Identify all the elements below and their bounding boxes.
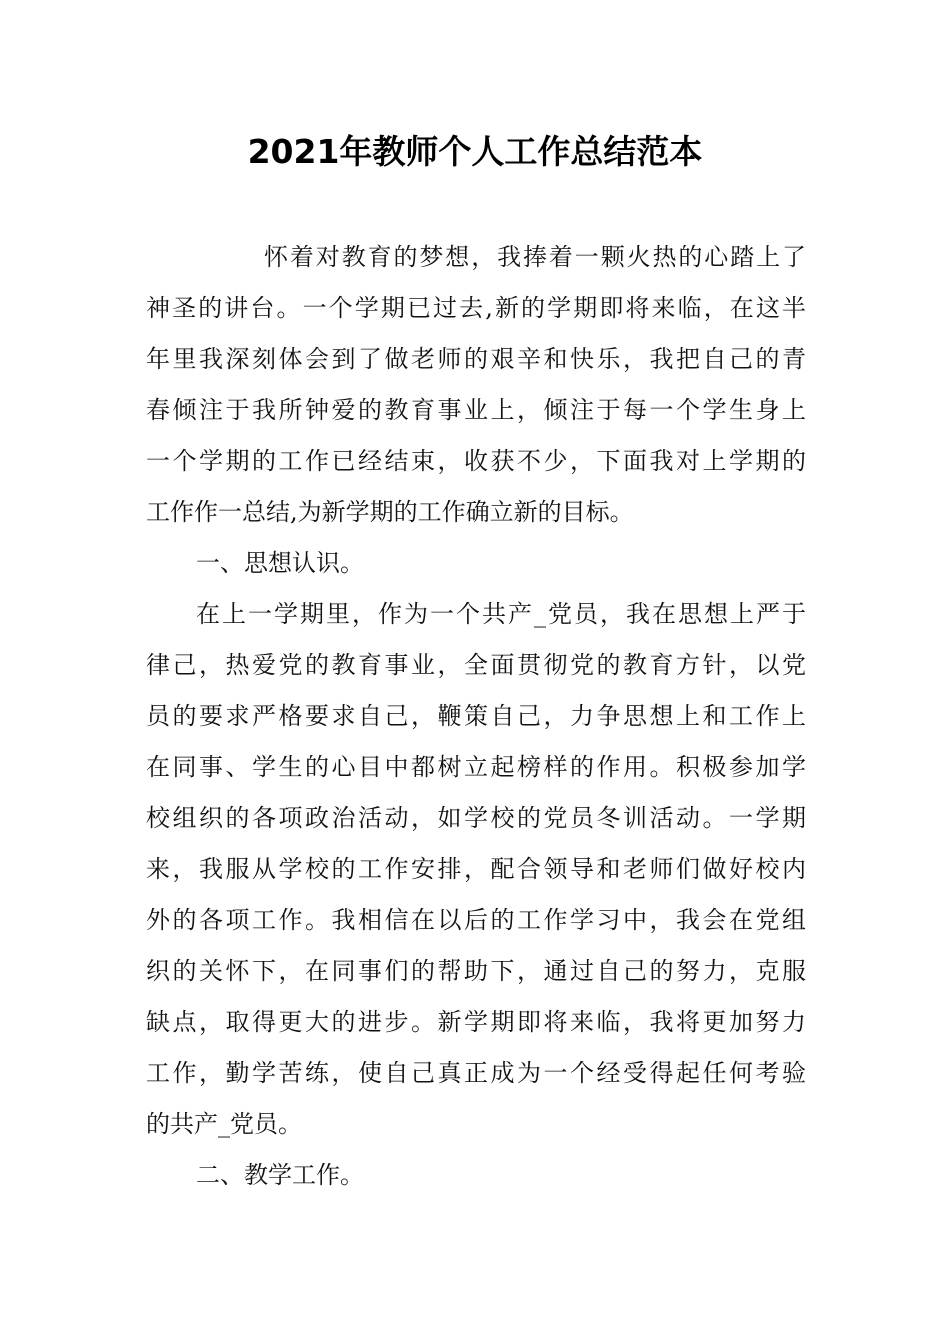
paragraph-2-line-7: 外的各项工作。我相信在以后的工作学习中，我会在党组 [146,906,806,934]
section-heading-2: 二、教学工作。 [196,1161,364,1189]
paragraph-1-line-6: 工作作一总结,为新学期的工作确立新的目标。 [146,498,634,526]
paragraph-2-line-1: 在上一学期里，作为一个共产_党员，我在思想上严于 [196,600,806,628]
paragraph-1-line-2: 神圣的讲台。一个学期已过去,新的学期即将来临，在这半 [146,294,806,322]
paragraph-2-line-11: 的共产_党员。 [146,1110,302,1138]
paragraph-2-line-10: 工作，勤学苦练，使自己真正成为一个经受得起任何考验 [146,1059,806,1087]
paragraph-2-line-6: 来，我服从学校的工作安排，配合领导和老师们做好校内 [146,855,806,883]
paragraph-2-line-9: 缺点，取得更大的进步。新学期即将来临，我将更加努力 [146,1008,806,1036]
paragraph-2-line-5: 校组织的各项政治活动，如学校的党员冬训活动。一学期 [146,804,806,832]
paragraph-2-line-2: 律己，热爱党的教育事业，全面贯彻党的教育方针，以党 [146,651,806,679]
paragraph-2-line-4: 在同事、学生的心目中都树立起榜样的作用。积极参加学 [146,753,806,781]
section-heading-1: 一、思想认识。 [196,549,364,577]
document-title: 2021年教师个人工作总结范本 [247,132,703,171]
paragraph-1-line-4: 春倾注于我所钟爱的教育事业上，倾注于每一个学生身上 [146,396,806,424]
paragraph-1-line-5: 一个学期的工作已经结束，收获不少，下面我对上学期的 [146,447,806,475]
paragraph-1-line-3: 年里我深刻体会到了做老师的艰辛和快乐，我把自己的青 [146,345,806,373]
paragraph-1-line-1: 怀着对教育的梦想，我捧着一颗火热的心踏上了 [264,243,806,271]
paragraph-2-line-3: 员的要求严格要求自己，鞭策自己，力争思想上和工作上 [146,702,806,730]
paragraph-2-line-8: 织的关怀下，在同事们的帮助下，通过自己的努力，克服 [146,957,806,985]
